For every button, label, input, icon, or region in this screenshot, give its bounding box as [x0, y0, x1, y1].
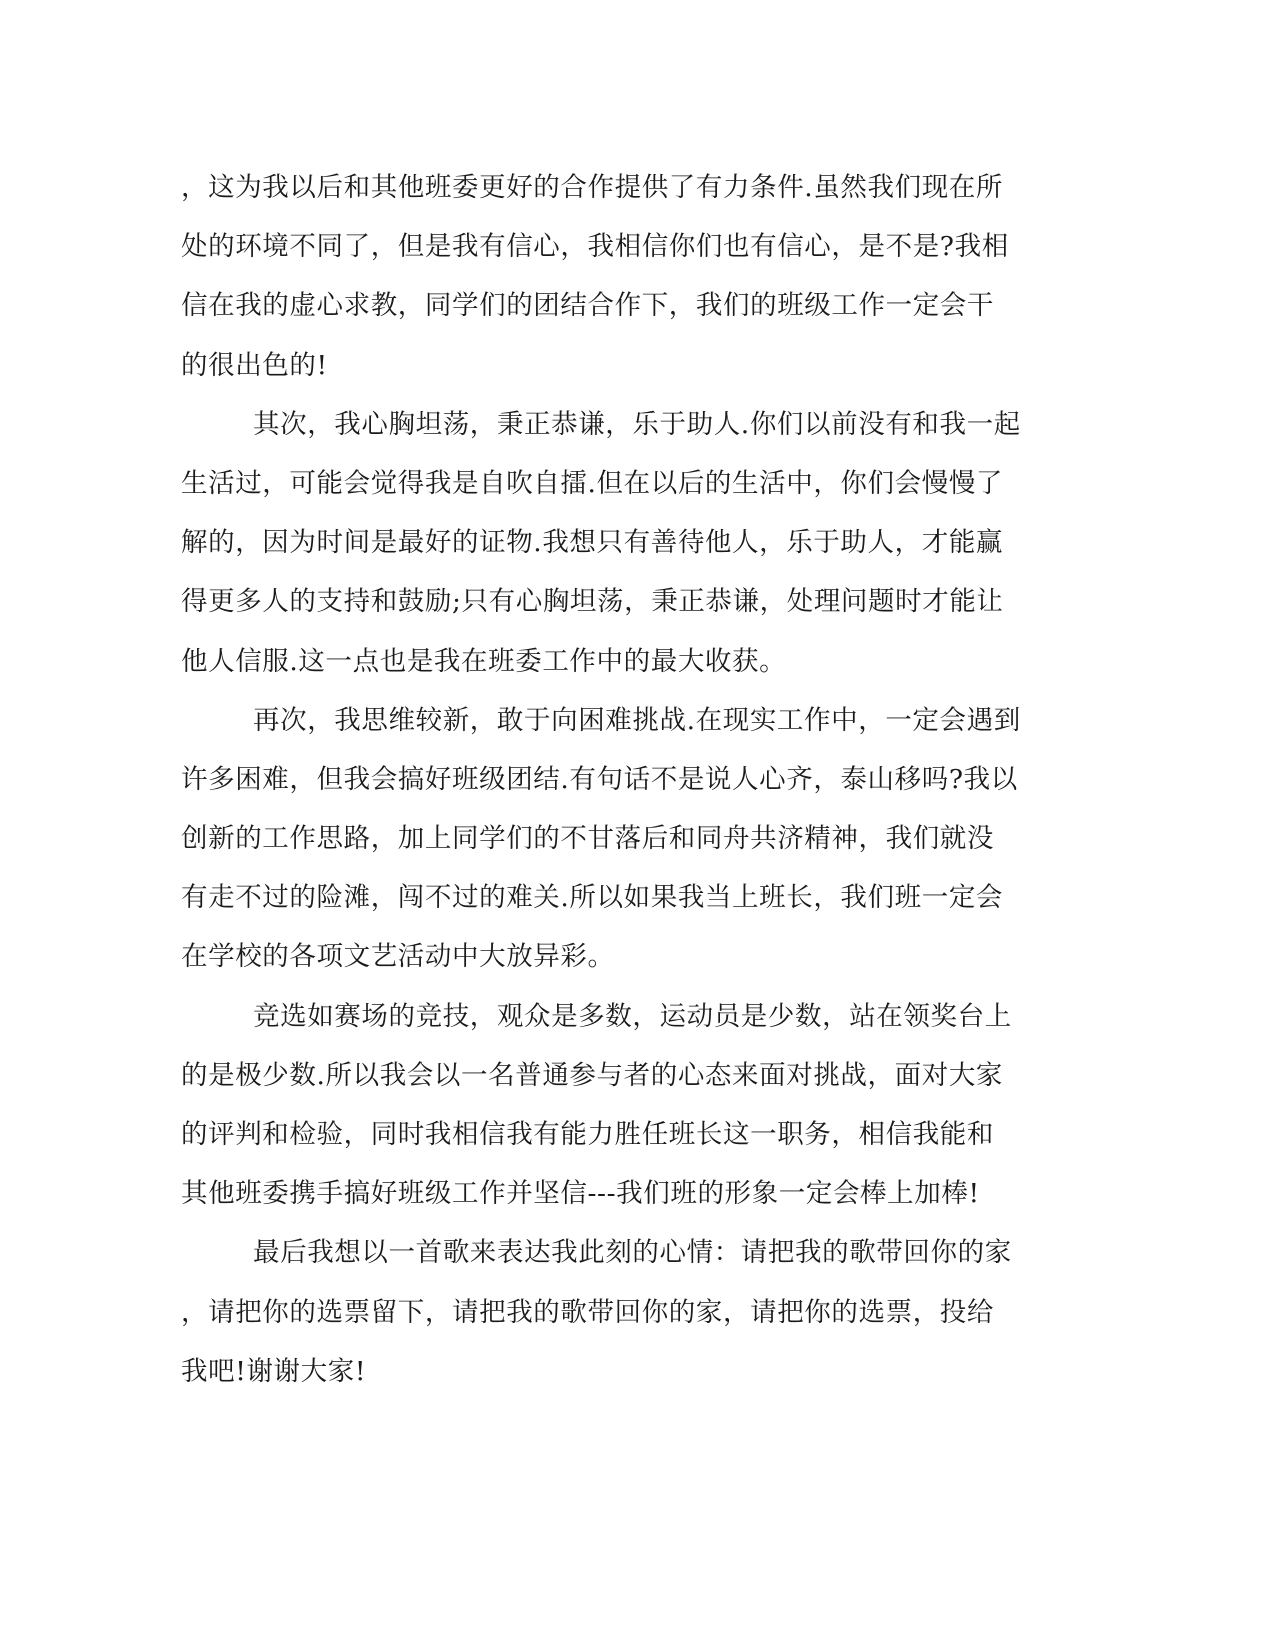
text-line: 在学校的各项文艺活动中大放异彩。: [181, 941, 615, 973]
text-line: 的评判和检验，同时我相信我有能力胜任班长这一职务，相信我能和: [181, 1119, 994, 1150]
text-line: 我吧!谢谢大家!: [181, 1355, 367, 1387]
text-line: 其他班委携手搞好班级工作并坚信---我们班的形象一定会棒上加棒!: [181, 1178, 980, 1210]
document-body: [181, 158, 1041, 1401]
paragraph-first-line: 竞选如赛场的竞技，观众是多数，运动员是少数，站在领奖台上: [253, 1000, 1012, 1032]
text-line: 他人信服.这一点也是我在班委工作中的最大收获。: [181, 645, 787, 677]
text-line: 有走不过的险滩，闯不过的难关.所以如果我当上班长，我们班一定会: [181, 882, 1004, 914]
paragraph-first-line: 最后我想以一首歌来表达我此刻的心情：请把我的歌带回你的家: [253, 1237, 1012, 1269]
text-line: 许多困难，但我会搞好班级团结.有句话不是说人心齐，泰山移吗?我以: [181, 763, 1018, 795]
text-line: 解的，因为时间是最好的证物.我想只有善待他人，乐于助人，才能赢: [181, 527, 1004, 559]
paragraph-first-line: 其次，我心胸坦荡，秉正恭谦，乐于助人.你们以前没有和我一起: [253, 408, 1021, 440]
paragraph-first-line: 再次，我思维较新，敢于向困难挑战.在现实工作中，一定会遇到: [253, 704, 1021, 736]
text-line: 信在我的虚心求教，同学们的团结合作下，我们的班级工作一定会干: [181, 290, 994, 322]
text-line: 得更多人的支持和鼓励;只有心胸坦荡，秉正恭谦，处理问题时才能让: [181, 586, 1004, 618]
text-line: 生活过，可能会觉得我是自吹自擂.但在以后的生活中，你们会慢慢了: [181, 467, 1004, 499]
text-line: ，这为我以后和其他班委更好的合作提供了有力条件.虽然我们现在所: [181, 172, 1004, 203]
text-line: ，请把你的选票留下，请把我的歌带回你的家，请把你的选票，投给: [181, 1296, 994, 1328]
text-line: 的很出色的!: [181, 349, 328, 381]
text-line: 的是极少数.所以我会以一名普通参与者的心态来面对挑战，面对大家: [181, 1059, 1004, 1091]
text-line: 创新的工作思路，加上同学们的不甘落后和同舟共济精神，我们就没: [181, 823, 994, 855]
text-line: 处的环境不同了，但是我有信心，我相信你们也有信心，是不是?我相: [181, 231, 1009, 263]
